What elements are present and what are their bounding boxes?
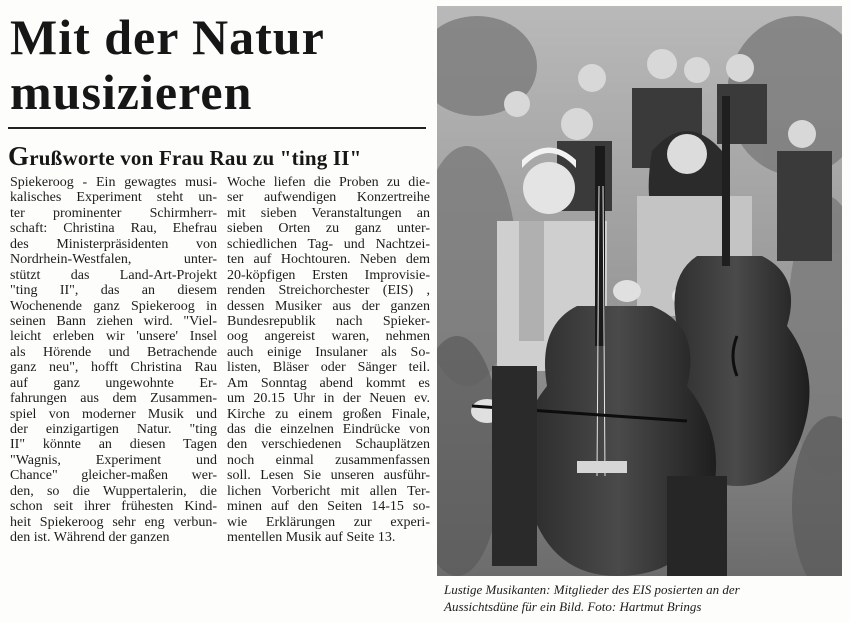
text-line: des Ministerpräsidenten von — [10, 236, 217, 252]
article-subheadline — [8, 143, 433, 171]
subhead-text: rußworte von Frau Rau zu "ting II" — [29, 146, 362, 170]
text-line: soll. Lesen Sie unseren ausführ- — [227, 468, 430, 484]
text-line: das die einzelnen Eindrücke von — [227, 422, 430, 437]
photo-illustration — [437, 6, 842, 576]
text-line: schon seit ihrer frühesten Kind- — [10, 499, 217, 515]
text-line: Woche liefen die Proben zu die- — [227, 175, 430, 190]
text-line: seinen Bann ziehen wird. "Viel- — [10, 313, 217, 329]
text-line: heit Spiekeroog sehr eng verbun- — [10, 514, 217, 530]
text-line: minen auf den Seiten 14-15 so- — [227, 499, 430, 515]
text-line: lichen Vorbericht mit allen Ter- — [227, 483, 430, 499]
headline-line-2: musizieren — [10, 64, 253, 120]
text-line: mit sieben Veranstaltungen an — [227, 205, 430, 221]
text-line: den verschiedenen Schauplätzen — [227, 437, 430, 453]
text-line: sieben Orten zu ganz unter- — [227, 221, 430, 237]
text-line: Spiekeroog - Ein gewagtes musi- — [10, 175, 217, 190]
text-line: auch einige Insulaner als So- — [227, 344, 430, 360]
subhead-initial: G — [8, 141, 30, 171]
text-line: noch einmal zusammenfassen — [227, 452, 430, 468]
text-line: kalisches Experiment steht un- — [10, 190, 217, 206]
text-line: "Wagnis, Experiment und — [10, 452, 217, 468]
photo-caption — [444, 581, 844, 615]
text-line: als Hörende und Betrachende — [10, 344, 217, 360]
text-line: den, so die Wuppertalerin, die — [10, 483, 217, 499]
text-line: der einzigartigen Natur. "ting — [10, 422, 217, 437]
text-line: mentellen Musik auf Seite 13. — [227, 530, 396, 546]
text-line: fahrungen aus dem Zusammen- — [10, 391, 217, 407]
text-line: oog angereist waren, nehmen — [227, 329, 430, 345]
text-line: 20-köpfigen Ersten Improvisie- — [227, 267, 430, 283]
text-line: Am Sonntag abend kommt es — [227, 375, 430, 391]
caption-line-1: Lustige Musikanten: Mitglieder des EIS posierten an der — [444, 582, 740, 597]
article-headline — [10, 10, 430, 120]
text-line: Kirche zu einem großen Finale, — [227, 406, 430, 422]
text-line: ser aufwendigen Konzertreihe — [227, 190, 430, 206]
text-line: wie Erklärungen zur experi- — [227, 514, 430, 530]
text-line: Chance" gleicher-maßen wer- — [10, 468, 217, 484]
headline-line-1: Mit der Natur — [10, 9, 325, 65]
text-line: Wochenende ganz Spiekeroog in — [10, 298, 217, 314]
text-line: Nordrhein-Westfalen, unter- — [10, 252, 217, 268]
musicians-photo — [437, 6, 842, 576]
caption-line-2: Aussichtsdüne für ein Bild. Foto: Hartmut Brings — [444, 599, 702, 614]
text-line: ter prominenter Schirmherr- — [10, 205, 217, 221]
text-line: schiedlichen Tag- und Nachtzei- — [227, 236, 430, 252]
text-line: den ist. Während der ganzen — [10, 530, 170, 546]
text-line: ten auf Hochtouren. Neben dem — [227, 252, 430, 268]
text-line: Bundesrepublik nach Spieker- — [227, 313, 430, 329]
text-line: leicht erleben wir 'unsere' Insel — [10, 329, 217, 345]
text-line: schaft: Christina Rau, Ehefrau — [10, 221, 217, 237]
text-line: stützt das Land-Art-Projekt — [10, 267, 217, 283]
text-line: dessen Musiker aus der ganzen — [227, 298, 430, 314]
text-line: um 20.15 Uhr in der Neuen ev. — [227, 391, 430, 407]
article-column-1 — [10, 175, 217, 546]
text-line: II" könnte an diesen Tagen — [10, 437, 217, 453]
text-line: spiel von moderner Musik und — [10, 406, 217, 422]
text-line: renden Streichorchester (EIS) , — [227, 283, 430, 299]
text-line: ganz neu", hofft Christina Rau — [10, 360, 217, 376]
text-line: auf ganz ungewohnte Er- — [10, 375, 217, 391]
article-column-2 — [227, 175, 430, 546]
text-line: "ting II", das an diesem — [10, 283, 217, 299]
text-line: listen, Bläser oder Sänger teil. — [227, 360, 430, 376]
headline-rule — [8, 127, 426, 129]
